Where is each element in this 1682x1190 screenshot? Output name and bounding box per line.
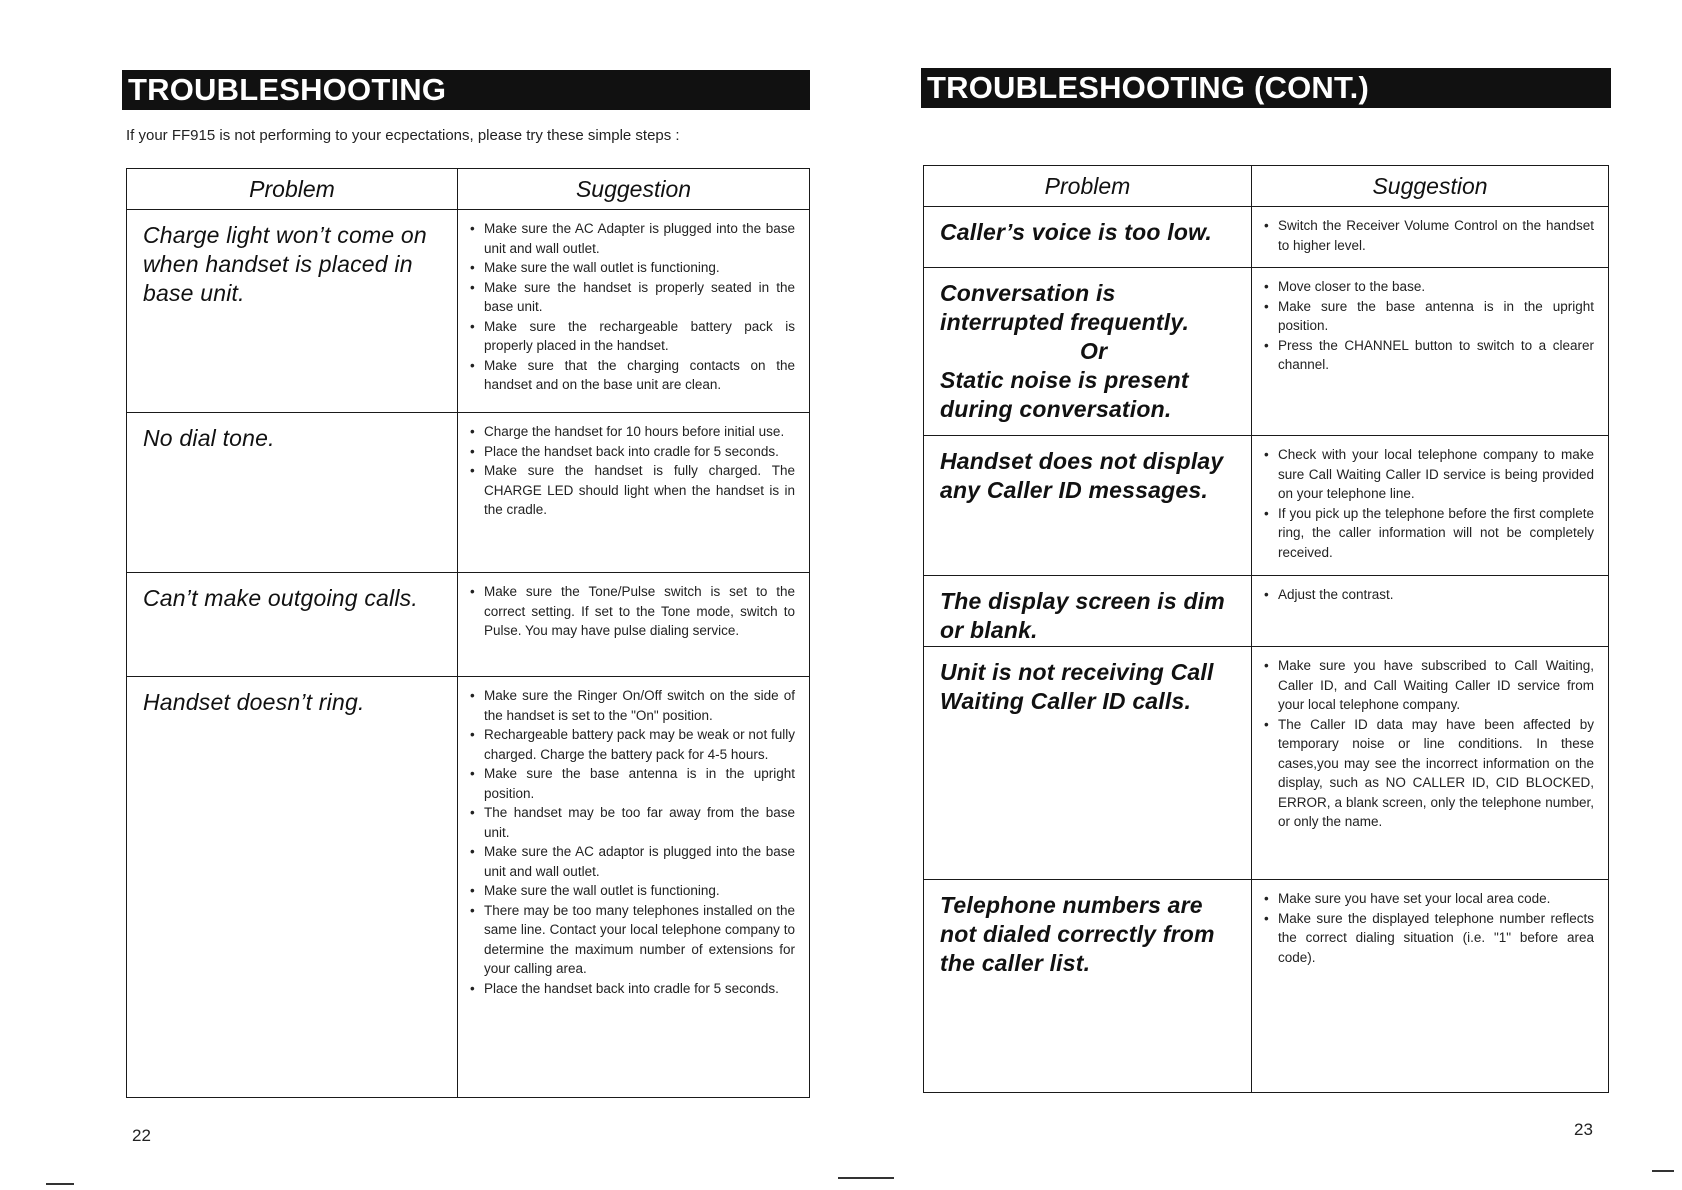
suggestion-item: • Make sure the base antenna is in the upright position. [1262, 297, 1594, 336]
suggestion-item: • Make sure the Tone/Pulse switch is set to the correct setting. If set to the Tone mode, switch to Pulse. You may have pulse dialing service. [468, 582, 795, 641]
table-row [924, 647, 1609, 880]
suggestion-item: • Make sure the Ringer On/Off switch on the side of the handset is set to the "On" position. [468, 686, 795, 725]
suggestion-item: • The handset may be too far away from the base unit. [468, 803, 795, 842]
suggestion-cell [1252, 576, 1609, 647]
table-row [924, 268, 1609, 436]
table-row [127, 210, 810, 413]
suggestion-cell [458, 210, 810, 413]
problem-cell: Handset doesn’t ring. [127, 677, 458, 1098]
suggestion-item: • Make sure the rechargeable battery pack is properly placed in the handset. [468, 317, 795, 356]
suggestion-item: • Place the handset back into cradle for 5 seconds. [468, 442, 795, 462]
table-row [127, 677, 810, 1098]
scan-mark [46, 1183, 74, 1185]
suggestion-item: • Make sure that the charging contacts on the handset and on the base unit are clean. [468, 356, 795, 395]
suggestion-cell [458, 413, 810, 573]
suggestion-item: • Switch the Receiver Volume Control on the handset to higher level. [1262, 216, 1594, 255]
page-title: TROUBLESHOOTING [122, 70, 810, 110]
suggestion-item: • Rechargeable battery pack may be weak or not fully charged. Charge the battery pack for 4-5 hours. [468, 725, 795, 764]
table-row [924, 880, 1609, 1093]
suggestion-item: • The Caller ID data may have been affected by temporary noise or line conditions. In these cases,you may see the incorrect information on the display, such as NO CALLER ID, CID BLOCKED, ERROR, a blank screen, only the telephone number, or only the name. [1262, 715, 1594, 832]
suggestion-cell [1252, 268, 1609, 436]
scan-mark [838, 1177, 894, 1179]
table-row [127, 573, 810, 677]
page-number: 23 [1574, 1120, 1593, 1139]
suggestion-item: • Make sure you have subscribed to Call Waiting, Caller ID, and Call Waiting Caller ID service from your local telephone company. [1262, 656, 1594, 715]
suggestion-header: Suggestion [1252, 166, 1609, 207]
suggestion-cell [1252, 647, 1609, 880]
problem-cell: No dial tone. [127, 413, 458, 573]
problem-cell: Telephone numbers are not dialed correctly from the caller list. [924, 880, 1252, 1093]
page-title: TROUBLESHOOTING (CONT.) [921, 68, 1611, 108]
problem-cell: The display screen is dim or blank. [924, 576, 1252, 647]
suggestion-item: • Press the CHANNEL button to switch to a clearer channel. [1262, 336, 1594, 375]
suggestion-item: • Place the handset back into cradle for 5 seconds. [468, 979, 795, 999]
suggestion-cell [1252, 436, 1609, 576]
suggestion-item: • Make sure the AC Adapter is plugged into the base unit and wall outlet. [468, 219, 795, 258]
problem-cell: Charge light won’t come on when handset is placed in base unit. [127, 210, 458, 413]
suggestion-item: • Check with your local telephone company to make sure Call Waiting Caller ID service is being provided on your telephone line. [1262, 445, 1594, 504]
table-row [924, 436, 1609, 576]
problem-cell: Handset does not display any Caller ID messages. [924, 436, 1252, 576]
suggestion-header: Suggestion [458, 169, 810, 210]
suggestion-item: • There may be too many telephones installed on the same line. Contact your local telephone company to determine the maximum number of extensions for your calling area. [468, 901, 795, 979]
problem-header: Problem [924, 166, 1252, 207]
troubleshooting-table [923, 165, 1609, 1093]
problem-cell: Can’t make outgoing calls. [127, 573, 458, 677]
suggestion-cell [1252, 207, 1609, 268]
suggestion-cell [1252, 880, 1609, 1093]
suggestion-cell [458, 677, 810, 1098]
problem-text: Static noise is present during conversation. [940, 367, 1189, 422]
suggestion-item: • Make sure the displayed telephone number reflects the correct dialing situation (i.e. "1" before area code). [1262, 909, 1594, 968]
suggestion-item: • Make sure the AC adaptor is plugged into the base unit and wall outlet. [468, 842, 795, 881]
suggestion-item: • Make sure the handset is properly seated in the base unit. [468, 278, 795, 317]
problem-header: Problem [127, 169, 458, 210]
table-row [924, 576, 1609, 647]
problem-text: Conversation is interrupted frequently. [940, 280, 1190, 335]
suggestion-item: • Make sure the wall outlet is functioning. [468, 258, 795, 278]
troubleshooting-table [126, 168, 810, 1098]
table-row [924, 207, 1609, 268]
suggestion-item: • If you pick up the telephone before the first complete ring, the caller information will not be completely received. [1262, 504, 1594, 563]
suggestion-item: • Make sure the wall outlet is functioning. [468, 881, 795, 901]
suggestion-cell [458, 573, 810, 677]
suggestion-item: • Make sure you have set your local area code. [1262, 889, 1594, 909]
intro-text: If your FF915 is not performing to your ecpectations, please try these simple steps : [126, 127, 680, 144]
suggestion-item: • Adjust the contrast. [1262, 585, 1594, 605]
suggestion-item: • Make sure the base antenna is in the upright position. [468, 764, 795, 803]
or-separator: Or [1080, 338, 1108, 364]
problem-cell: Unit is not receiving Call Waiting Caller ID calls. [924, 647, 1252, 880]
suggestion-item: • Make sure the handset is fully charged. The CHARGE LED should light when the handset is in the cradle. [468, 461, 795, 520]
table-row [127, 413, 810, 573]
page-number: 22 [132, 1126, 151, 1145]
problem-cell: Caller’s voice is too low. [924, 207, 1252, 268]
scan-mark [1652, 1170, 1674, 1172]
suggestion-item: • Charge the handset for 10 hours before initial use. [468, 422, 795, 442]
problem-cell [924, 268, 1252, 436]
suggestion-item: • Move closer to the base. [1262, 277, 1594, 297]
